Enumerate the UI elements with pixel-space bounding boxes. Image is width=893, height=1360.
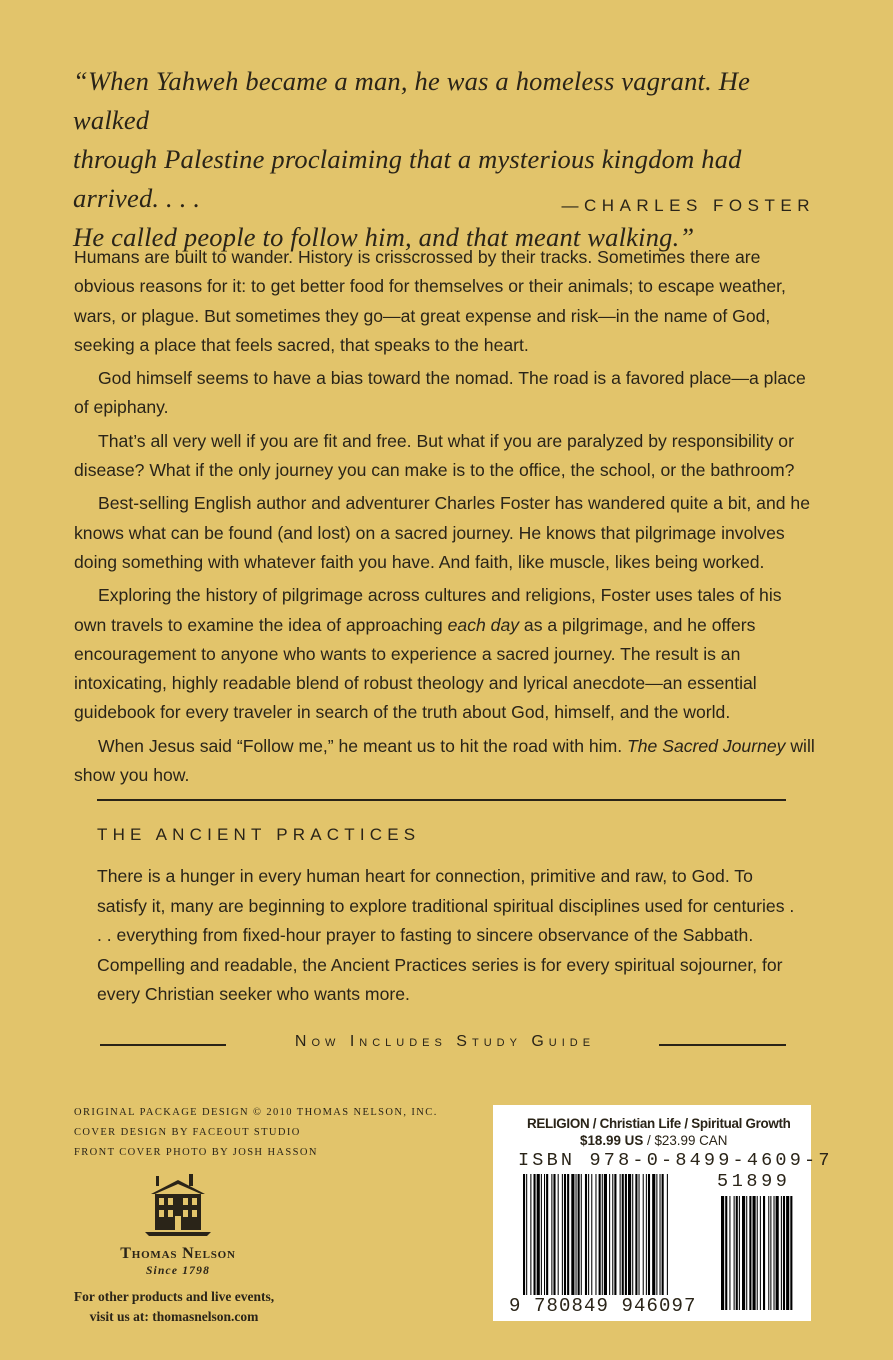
addon-bar: [757, 1196, 758, 1310]
barcode-bar: [635, 1174, 637, 1297]
barcode-bar: [604, 1174, 607, 1297]
barcode-bar: [581, 1174, 582, 1297]
barcode-bar: [558, 1174, 559, 1297]
design-credits: [74, 1103, 438, 1163]
addon-bar: [770, 1196, 771, 1310]
emphasis-text: each day: [447, 614, 520, 635]
addon-bar: [783, 1196, 785, 1310]
quote-attribution: —CHARLES FOSTER: [561, 196, 815, 215]
addon-bar: [742, 1196, 745, 1310]
barcode-bar: [667, 1174, 668, 1297]
addon-bar: [749, 1196, 751, 1310]
barcode-graphic: [523, 1174, 793, 1310]
barcode-bar: [632, 1174, 633, 1297]
series-title: THE ANCIENT PRACTICES: [97, 825, 421, 844]
addon-bar: [736, 1196, 738, 1310]
addon-bar: [739, 1196, 740, 1310]
barcode-bar: [599, 1174, 601, 1297]
credit-line: COVER DESIGN BY FACEOUT STUDIO: [74, 1127, 301, 1138]
barcode-bar: [541, 1174, 542, 1297]
barcode-bar: [612, 1174, 613, 1297]
description-paragraph: Best-selling English author and adventurer Charles Foster has wandered quite a bit, and he knows what can be found (and lost) on a sacred journey. He knows that pilgrimage involves doing something with whatever faith you have. And faith, like muscle, likes being worked.: [74, 493, 810, 572]
barcode-bar: [544, 1174, 545, 1297]
barcode-bar: [546, 1174, 548, 1297]
barcode-bar: [662, 1174, 664, 1297]
barcode-bar: [553, 1174, 555, 1297]
barcode-bar: [602, 1174, 603, 1297]
barcode-bar: [595, 1174, 596, 1297]
description-paragraph: [74, 732, 816, 791]
barcode-bar: [585, 1174, 587, 1297]
isbn-label: ISBN 978-0-8499-4609-7: [518, 1150, 833, 1171]
barcode-bar: [564, 1174, 566, 1297]
price-separator: /: [643, 1133, 655, 1148]
barcode-bar: [646, 1174, 647, 1297]
barcode-bar: [534, 1174, 536, 1297]
price-addon-code: 51899: [717, 1171, 791, 1192]
addon-bar: [790, 1196, 792, 1310]
quote-line: “When Yahweh became a man, he was a homeless vagrant. He walked: [73, 66, 751, 135]
barcode-bar: [588, 1174, 589, 1297]
addon-bar: [734, 1196, 735, 1310]
barcode-bar: [591, 1174, 592, 1297]
addon-bar: [729, 1196, 730, 1310]
barcode-bar: [530, 1174, 531, 1297]
section-divider: [97, 799, 786, 801]
barcode-bar: [620, 1174, 621, 1297]
publisher-name: Thomas Nelson: [120, 1245, 236, 1262]
credit-line: FRONT COVER PHOTO BY JOSH HASSON: [74, 1147, 318, 1158]
publisher-logo: [78, 1172, 278, 1277]
barcode-bar: [562, 1174, 563, 1297]
series-description: There is a hunger in every human heart for connection, primitive and raw, to God. To satisfy it, many are beginning to explore traditional spiritual disciplines used for centuries . . . everything from fixed-hour prayer to fasting to sincere observance of the Sabbath. Compelling and readable, the Ancient Practices series is for every spiritual sojourner, for every Christian seeker who wants more.: [97, 866, 795, 1004]
price-us: $18.99 US: [580, 1133, 644, 1148]
category-label: RELIGION / Christian Life / Spiritual Growth: [527, 1116, 791, 1131]
addon-bar: [786, 1196, 789, 1310]
publisher-contact: [60, 1287, 288, 1327]
text-run: as a pilgrimage, and he offers encouragement to anyone who wants to experience a sacred journey. The result is an intoxicating, highly readable blend of robust theology and lyrical anecdote—an essential guidebook for every traveler in search of the truth about God, himself, and the world.: [74, 614, 757, 723]
description-paragraph: God himself seems to have a bias toward the nomad. The road is a favored place—a place of epiphany.: [74, 368, 806, 418]
barcode-bar: [526, 1174, 527, 1297]
text-run: will show you how.: [74, 735, 815, 786]
addon-bar: [753, 1196, 756, 1310]
quote-line: He called people to follow him, and that meant walking.”: [73, 222, 695, 252]
addon-bar: [763, 1196, 765, 1310]
barcode-bar: [537, 1174, 540, 1297]
barcode-panel: [493, 1105, 833, 1321]
barcode-bar: [628, 1174, 631, 1297]
barcode-bar: [648, 1174, 650, 1297]
addon-bar: [746, 1196, 747, 1310]
text-run: Exploring the history of pilgrimage across cultures and religions, Foster uses tales of his own travels to examine the idea of approaching: [74, 585, 782, 635]
contact-line: For other products and live events,: [73, 1289, 275, 1304]
barcode-bar: [523, 1174, 525, 1297]
barcode-bar: [571, 1174, 574, 1297]
addon-bar: [768, 1196, 769, 1310]
epigraph-quote: [73, 62, 833, 257]
contact-line: visit us at: thomasnelson.com: [89, 1309, 259, 1324]
publisher-house-logo-icon: [143, 1172, 213, 1238]
price-label: [580, 1133, 727, 1148]
description-paragraph: That’s all very well if you are fit and free. But what if you are paralyzed by responsibility or disease? What if the only journey you can make is to the office, the school, or the bathroom?: [74, 430, 795, 481]
barcode-bar: [643, 1174, 644, 1297]
barcode-bar: [625, 1174, 627, 1297]
addon-bar: [781, 1196, 782, 1310]
addon-bar: [774, 1196, 775, 1310]
text-run: When Jesus said “Follow me,” he meant us to hit the road with him.: [98, 735, 628, 756]
barcode-bar: [609, 1174, 610, 1297]
book-title-emphasis: The Sacred Journey: [627, 735, 786, 756]
barcode-bar: [578, 1174, 580, 1297]
addon-bar: [721, 1196, 724, 1310]
description-paragraph: Humans are built to wander. History is crisscrossed by their tracks. Sometimes there are obvious reasons for it: to get better food for themselves or their animals; to escape weather, wars, or plague. But sometimes they go—at great expense and risk—in the name of God, seeking a place that feels sacred, that speaks to the heart.: [74, 247, 786, 355]
barcode-bar: [656, 1174, 657, 1297]
barcode-bar: [567, 1174, 569, 1297]
study-guide-banner: Now Includes Study Guide: [294, 1033, 596, 1050]
description-paragraph: [74, 581, 816, 727]
barcode-bar: [660, 1174, 661, 1297]
study-guide-rule-left: [100, 1044, 226, 1046]
quote-line: through Palestine proclaiming that a mysterious kingdom had arrived. . . .: [73, 144, 742, 213]
addon-bar: [760, 1196, 761, 1310]
addon-bar: [725, 1196, 727, 1310]
barcode-digits: 9 780849 946097: [509, 1295, 697, 1317]
book-description: [74, 243, 816, 794]
barcode-bar: [551, 1174, 552, 1297]
study-guide-rule-right: [659, 1044, 786, 1046]
barcode-bar: [639, 1174, 640, 1297]
barcode-bar: [576, 1174, 577, 1297]
price-can: $23.99 CAN: [654, 1133, 728, 1148]
addon-bar: [776, 1196, 779, 1310]
credit-line: ORIGINAL PACKAGE DESIGN © 2010 THOMAS NELSON, INC.: [74, 1107, 438, 1118]
barcode-bar: [614, 1174, 616, 1297]
barcode-bar: [652, 1174, 655, 1297]
publisher-since: Since 1798: [145, 1265, 211, 1277]
barcode-bar: [622, 1174, 624, 1297]
